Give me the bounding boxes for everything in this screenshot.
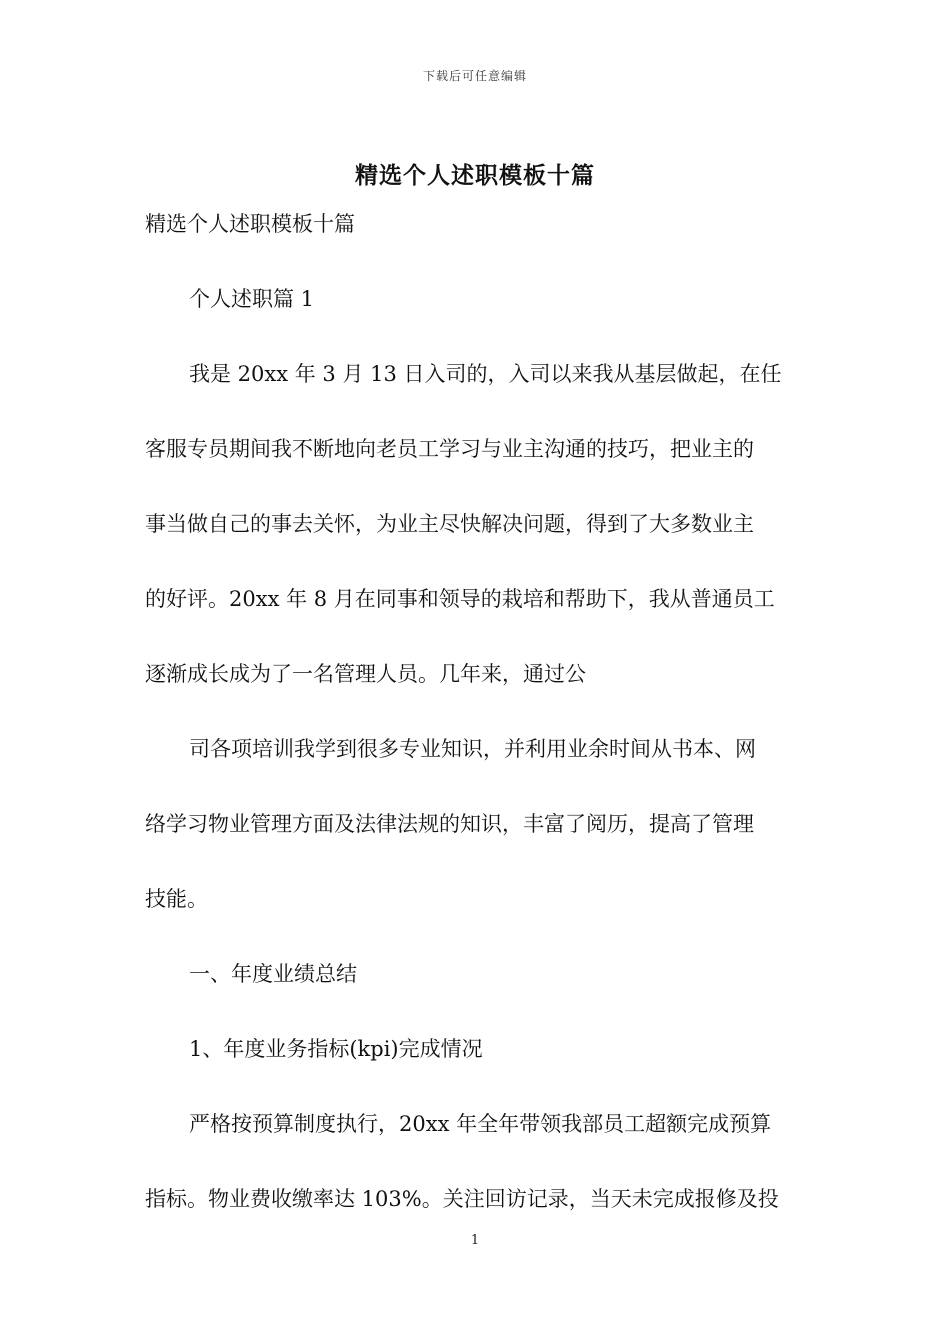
paragraph1-line: 我是 20xx 年 3 月 13 日入司的，入司以来我从基层做起，在任 [189,362,782,386]
paragraph3-line: 严格按预算制度执行，20xx 年全年带领我部员工超额完成预算 [189,1112,772,1136]
paragraph1-line: 事当做自己的事去关怀，为业主尽快解决问题，得到了大多数业主 [145,512,754,536]
paragraph2-line: 司各项培训我学到很多专业知识，并利用业余时间从书本、网 [189,737,756,761]
page-number: 1 [470,1233,480,1248]
section-heading: 个人述职篇 1 [189,287,315,311]
paragraph2-line: 技能。 [145,887,208,911]
document-subtitle: 精选个人述职模板十篇 [145,212,355,236]
paragraph1-line: 客服专员期间我不断地向老员工学习与业主沟通的技巧，把业主的 [145,437,754,461]
paragraph1-line: 逐渐成长成为了一名管理人员。几年来，通过公 [145,662,586,686]
heading-annual-summary: 一、年度业绩总结 [189,962,357,986]
paragraph3-line: 指标。物业费收缴率达 103%。关注回访记录，当天未完成报修及投 [145,1187,779,1211]
paragraph2-line: 络学习物业管理方面及法律法规的知识，丰富了阅历，提高了管理 [145,812,754,836]
heading-kpi: 1、年度业务指标(kpi)完成情况 [189,1037,483,1061]
header-note: 下载后可任意编辑 [422,69,527,83]
paragraph1-line: 的好评。20xx 年 8 月在同事和领导的栽培和帮助下，我从普通员工 [145,587,775,611]
document-title: 精选个人述职模板十篇 [355,162,595,189]
